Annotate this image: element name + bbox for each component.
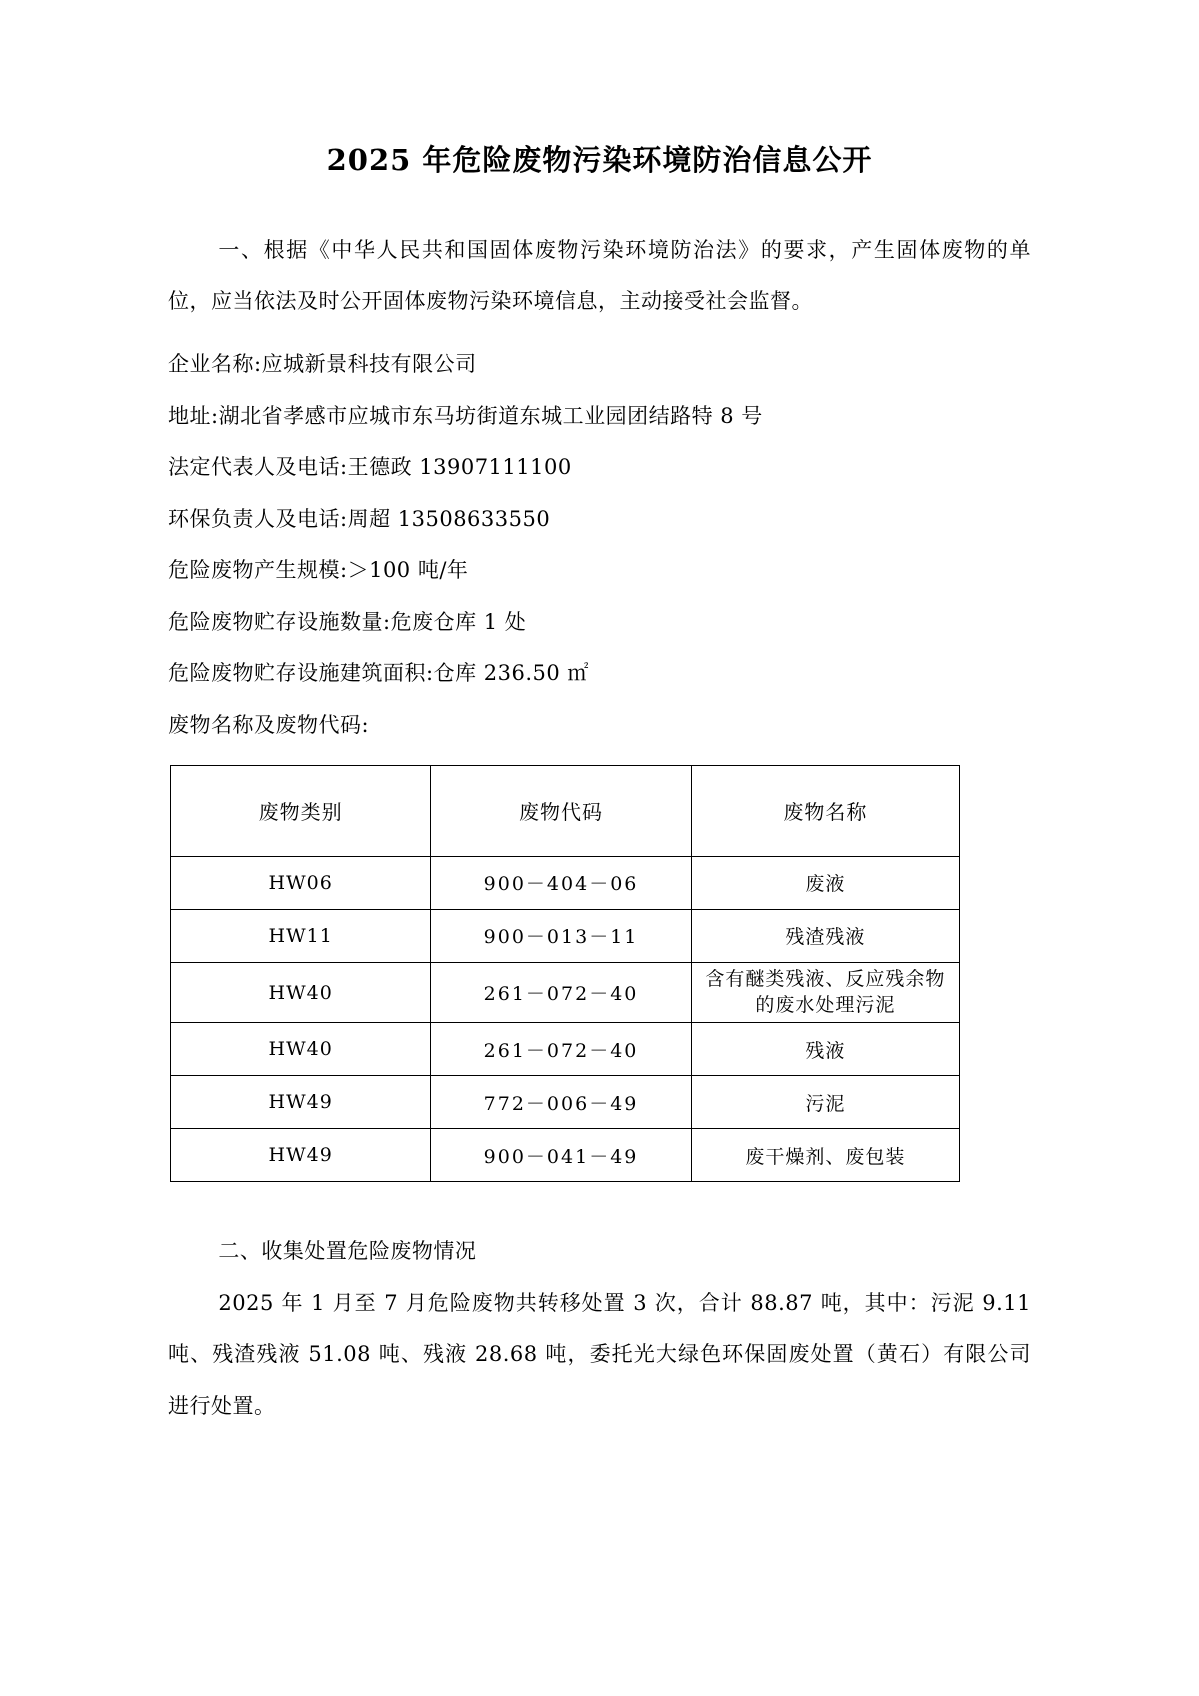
spacer bbox=[168, 181, 1031, 225]
cell-name: 污泥 bbox=[691, 1076, 959, 1129]
table-row bbox=[171, 856, 960, 909]
field-address-value: 湖北省孝感市应城市东马坊街道东城工业园团结路特 8 号 bbox=[218, 403, 763, 428]
cell-category: HW49 bbox=[171, 1076, 431, 1129]
table-header-row bbox=[171, 765, 960, 856]
cell-name: 含有醚类残液、反应残余物的废水处理污泥 bbox=[691, 962, 959, 1022]
table-row bbox=[171, 1129, 960, 1182]
field-env-manager-value: 周超 13508633550 bbox=[347, 506, 551, 531]
cell-category: HW11 bbox=[171, 909, 431, 962]
field-legal-rep bbox=[168, 442, 1031, 493]
cell-name: 废干燥剂、废包装 bbox=[691, 1129, 959, 1182]
cell-code: 261－072－40 bbox=[431, 1023, 691, 1076]
section-two-heading: 二、收集处置危险废物情况 bbox=[218, 1239, 477, 1264]
field-env-manager-label: 环保负责人及电话: bbox=[168, 506, 348, 531]
cell-name: 残渣残液 bbox=[691, 909, 959, 962]
cell-category: HW06 bbox=[171, 856, 431, 909]
cell-code: 900－404－06 bbox=[431, 856, 691, 909]
table-header-name: 废物名称 bbox=[691, 765, 959, 856]
table-row bbox=[171, 909, 960, 962]
cell-category: HW40 bbox=[171, 962, 431, 1022]
field-address-label: 地址: bbox=[168, 403, 219, 428]
cell-name: 残液 bbox=[691, 1023, 959, 1076]
field-storage-area-value: 仓库 236.50 ㎡ bbox=[433, 661, 589, 686]
section-two-paragraph: 2025 年 1 月至 7 月危险废物共转移处置 3 次，合计 88.87 吨，其中：污泥 9.11 吨、残渣残液 51.08 吨、残液 28.68 吨，委托光大绿色环保固废处置（黄石）有限公司进行处置。 bbox=[168, 1290, 1031, 1418]
field-company-name-label: 企业名称: bbox=[168, 352, 262, 377]
field-storage-count bbox=[168, 597, 1031, 648]
field-legal-rep-value: 王德政 13907111100 bbox=[347, 455, 572, 480]
cell-category: HW49 bbox=[171, 1129, 431, 1182]
cell-code: 772－006－49 bbox=[431, 1076, 691, 1129]
waste-table bbox=[170, 765, 960, 1182]
table-caption: 废物名称及废物代码: bbox=[168, 712, 370, 737]
spacer bbox=[168, 327, 1031, 339]
cell-name: 废液 bbox=[691, 856, 959, 909]
field-env-manager bbox=[168, 494, 1031, 545]
table-row bbox=[171, 962, 960, 1022]
field-legal-rep-label: 法定代表人及电话: bbox=[168, 455, 348, 480]
spacer bbox=[168, 1182, 1031, 1226]
table-header-category: 废物类别 bbox=[171, 765, 431, 856]
field-generation-scale-value: ＞100 吨/年 bbox=[347, 558, 469, 583]
section-one-paragraph: 一、根据《中华人民共和国固体废物污染环境防治法》的要求，产生固体废物的单位，应当依法及时公开固体废物污染环境信息，主动接受社会监督。 bbox=[168, 237, 1031, 314]
table-row bbox=[171, 1023, 960, 1076]
field-address bbox=[168, 391, 1031, 442]
field-storage-count-label: 危险废物贮存设施数量: bbox=[168, 609, 391, 634]
cell-code: 900－041－49 bbox=[431, 1129, 691, 1182]
field-company-name-value: 应城新景科技有限公司 bbox=[261, 352, 477, 377]
table-row bbox=[171, 1076, 960, 1129]
table-header-code: 废物代码 bbox=[431, 765, 691, 856]
field-company-name bbox=[168, 339, 1031, 390]
field-generation-scale bbox=[168, 545, 1031, 596]
cell-code: 261－072－40 bbox=[431, 962, 691, 1022]
field-storage-area-label: 危险废物贮存设施建筑面积: bbox=[168, 661, 434, 686]
field-storage-count-value: 危废仓库 1 处 bbox=[390, 609, 527, 634]
cell-code: 900－013－11 bbox=[431, 909, 691, 962]
page-title: 2025 年危险废物污染环境防治信息公开 bbox=[326, 143, 873, 177]
field-storage-area bbox=[168, 648, 1031, 699]
field-generation-scale-label: 危险废物产生规模: bbox=[168, 558, 348, 583]
cell-category: HW40 bbox=[171, 1023, 431, 1076]
